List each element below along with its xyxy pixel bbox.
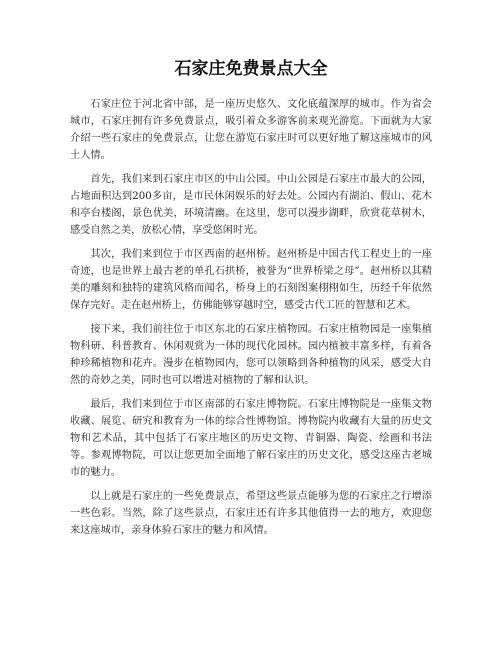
paragraph-conclusion: 以上就是石家庄的一些免费景点，希望这些景点能够为您的石家庄之行增添一些色彩。当然，除了这些景点，石家庄还有许多其他值得一去的地方，欢迎您来这座城市，亲身体验石家庄的魅力和风情。 [70,491,432,536]
paragraph-zhaozhou-bridge: 其次，我们来到位于市区西南的赵州桥。赵州桥是中国古代工程史上的一座奇迹，也是世界上最古老的单孔石拱桥，被誉为“世界桥梁之母”。赵州桥以其精美的雕刻和独特的建筑风格而闻名，桥身上的石刻图案栩栩如生，历经千年依然保存完好。走在赵州桥上，仿佛能够穿越时空，感受古代工匠的智慧和艺术。 [70,249,432,311]
paragraph-intro: 石家庄位于河北省中部，是一座历史悠久、文化底蕴深厚的城市。作为省会城市，石家庄拥有许多免费景点，吸引着众多游客前来观光游览。下面就为大家介绍一些石家庄的免费景点，让您在游览石家庄时可以更好地了解这座城市的风土人情。 [70,99,432,161]
paragraph-museum: 最后，我们来到位于市区南部的石家庄博物院。石家庄博物院是一座集文物收藏、展览、研究和教育为一体的综合性博物馆。博物院内收藏有大量的历史文物和艺术品，其中包括了石家庄地区的历史文物、青铜器、陶瓷、绘画和书法等。参观博物院，可以让您更加全面地了解石家庄的历史文化，感受这座古老城市的魅力。 [70,399,432,478]
document-page [70,58,432,546]
paragraph-botanical-garden: 接下来，我们前往位于市区东北的石家庄植物园。石家庄植物园是一座集植物科研、科普教育、休闲观赏为一体的现代化园林。园内植被丰富多样，有着各种珍稀植物和花卉。漫步在植物园内，您可以领略到各种植物的风采，感受大自然的奇妙之美，同时也可以增进对植物的了解和认识。 [70,324,432,386]
paragraph-zhongshan-park: 首先，我们来到石家庄市区的中山公园。中山公园是石家庄市最大的公园，占地面积达到200多亩，是市民休闲娱乐的好去处。公园内有湖泊、假山、花木和亭台楼阁，景色优美，环境清幽。在这里，您可以漫步湖畔，欣赏花草树木，感受自然之美，放松心情，享受悠闲时光。 [70,174,432,236]
document-title: 石家庄免费景点大全 [174,59,328,79]
